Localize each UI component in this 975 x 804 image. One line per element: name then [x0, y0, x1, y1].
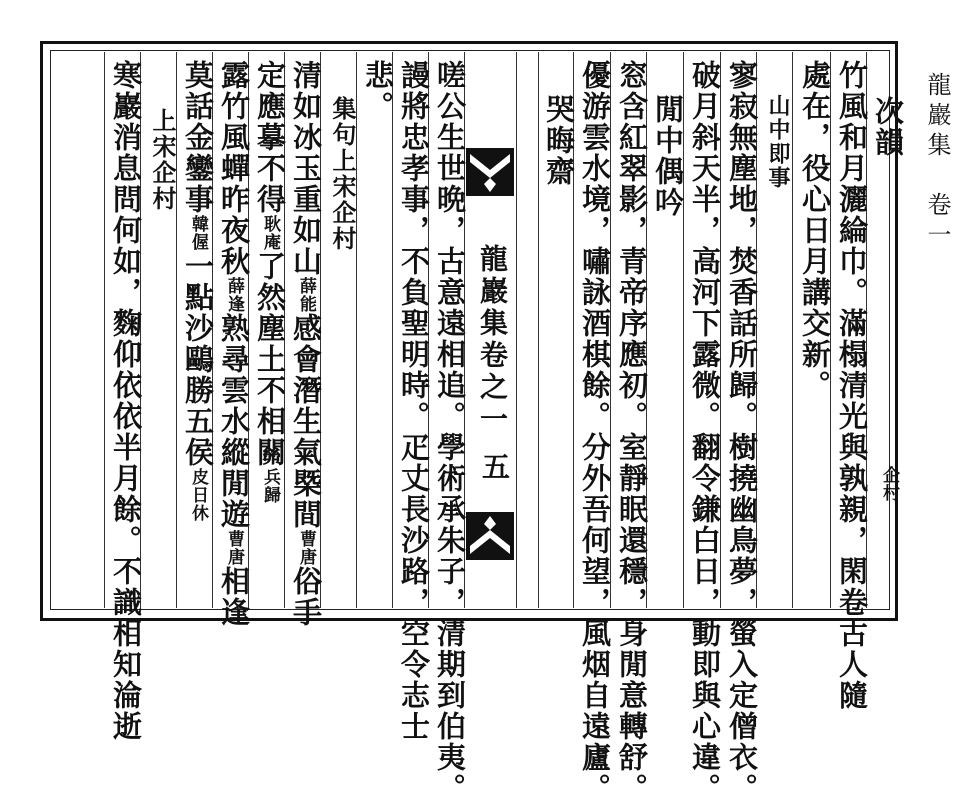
- text-column: 窓含紅翠影，青帝序應初。室靜眠還穩，身閒意轉舒。: [615, 60, 649, 804]
- text-column: 露竹風蟬昨夜秋薛逢熟尋雲水縱閒遊曹唐相逢: [217, 60, 251, 628]
- fishtail-top-icon: [466, 148, 514, 196]
- text-column: 寥寂無塵地，焚香話所歸。樹撓幽鳥夢，螢入定僧衣。: [725, 60, 759, 804]
- folio-number: 五: [478, 452, 511, 480]
- column-rule: [392, 52, 393, 608]
- text-column: 莫話金鑾事韓偓一點沙鷗勝五侯皮日休: [181, 60, 215, 522]
- running-header: 龍巖集 卷一: [923, 72, 951, 252]
- poem-title-xianzhong: 閒中偶吟: [651, 94, 685, 218]
- text-column: 優游雲水境，嘯詠酒棋餘。分外吾何望，風烟自遠廬。: [578, 60, 612, 804]
- author-note: 企村: [879, 466, 899, 502]
- column-rule: [538, 52, 539, 608]
- text-column: 定應摹不得耿庵了然塵土不相關兵歸: [253, 60, 287, 504]
- poem-title-kuhuizhai: 哭晦齋: [542, 94, 576, 187]
- fishtail-bottom-icon: [466, 512, 514, 560]
- column-rule: [516, 52, 517, 608]
- poem-title-shanzhong: 山中即事: [765, 94, 791, 190]
- center-fold-band: [464, 52, 516, 608]
- text-column: 竹風和月灑綸巾。滿榻清光與孰親，閑卷古人隨: [835, 60, 869, 711]
- text-column: 清如冰玉重如山薛能感會潛生氣槩間曹唐俗手: [289, 60, 323, 628]
- column-rule: [104, 52, 105, 608]
- text-column: 寒巖消息問何如，麴仰依依半月餘。不識相知淪逝: [109, 60, 143, 742]
- poem-title-ciyun: 次韻: [871, 96, 905, 158]
- poem-title-jiju: 集句上宋企村: [328, 96, 357, 252]
- text-column: 嗟公生世晩，古意遠相追。學術承朱子，清期到伯夷。: [433, 60, 467, 804]
- poem-title-shangsong: 上宋企村: [148, 108, 177, 212]
- text-column: 謾將忠孝事，不負聖明時。疋丈長沙路，空令志士: [397, 60, 431, 742]
- text-column: 悲。: [361, 60, 395, 122]
- center-band-title: 龍巖集卷之一: [476, 244, 509, 436]
- text-column: 處在，役心日月講交新。: [798, 60, 832, 401]
- text-column: 破月斜天半，高河下露微。翻令鎌白日，動即與心違。: [688, 60, 722, 804]
